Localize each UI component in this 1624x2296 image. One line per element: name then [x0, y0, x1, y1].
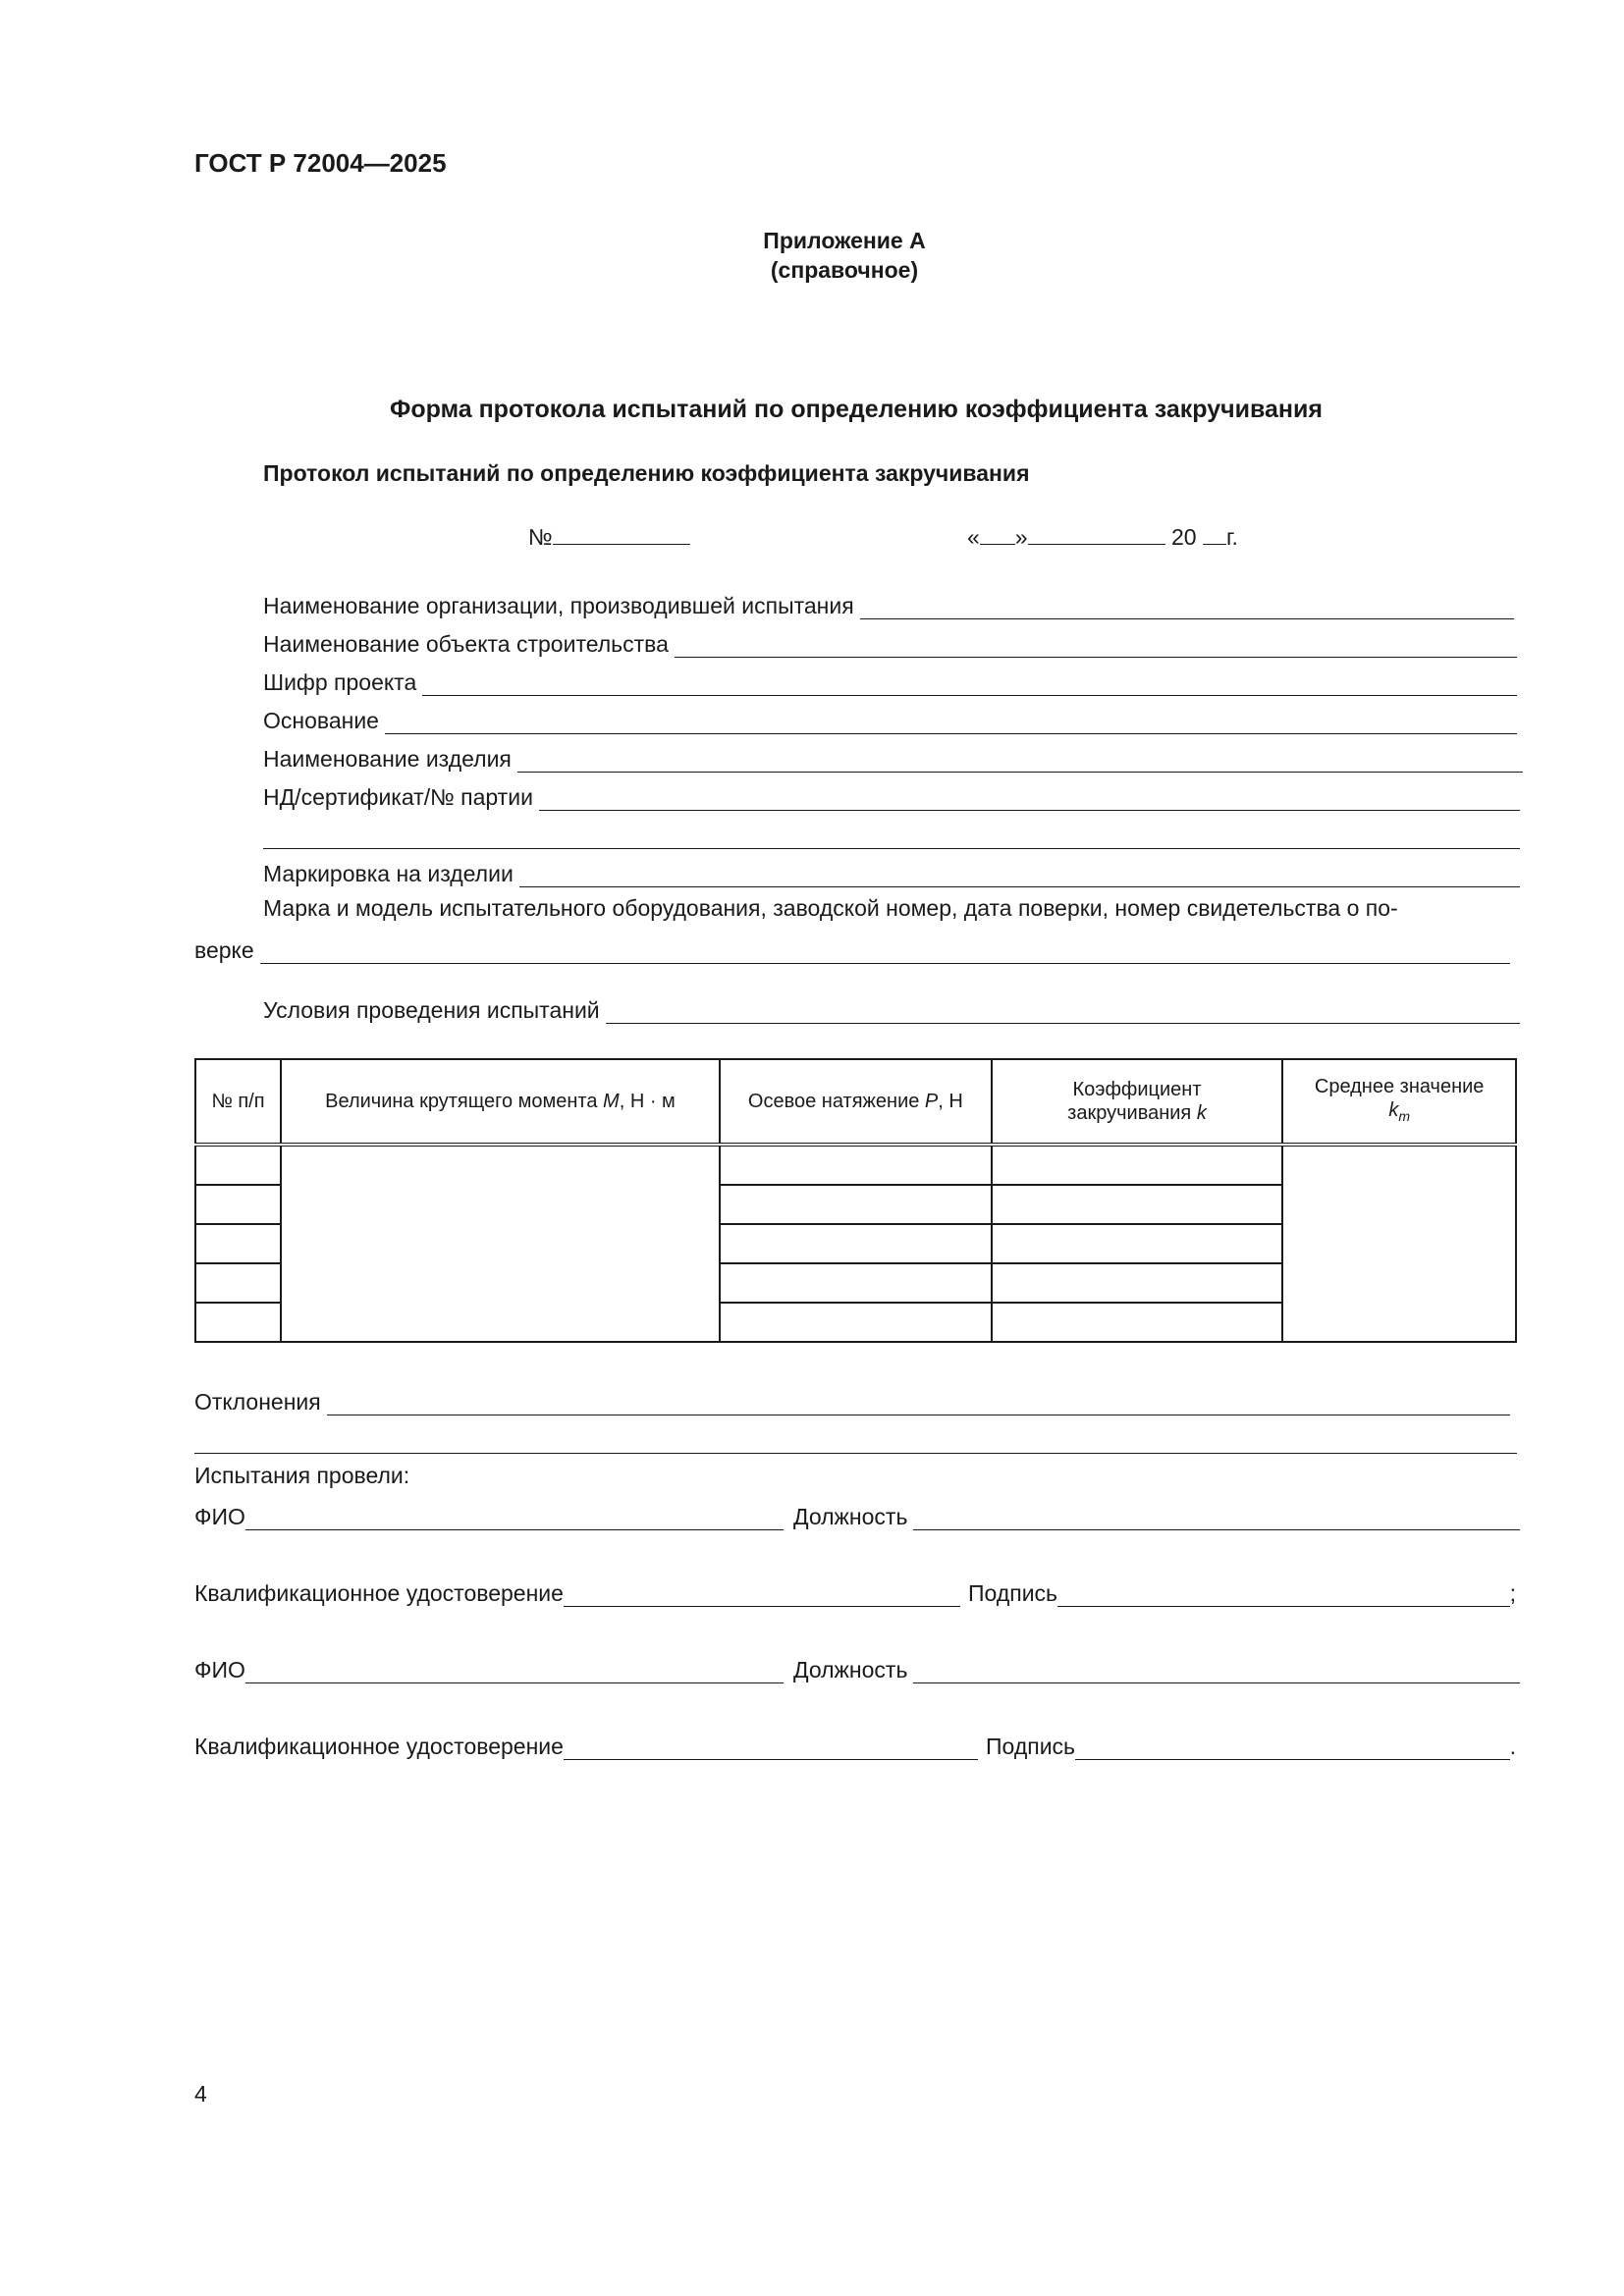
cell-average[interactable]: [1282, 1145, 1516, 1342]
cell-tension[interactable]: [720, 1224, 992, 1263]
position-1-field: [793, 1501, 1520, 1530]
col-header-average: [1282, 1059, 1516, 1145]
fio-2-input[interactable]: [245, 1659, 784, 1683]
cell-torque[interactable]: [281, 1145, 720, 1342]
qualification-1-field: [194, 1577, 960, 1607]
cell-number[interactable]: [195, 1263, 281, 1303]
average-header-var: k: [1388, 1099, 1399, 1121]
average-header-subscript: m: [1398, 1108, 1410, 1124]
fio-1-input[interactable]: [245, 1506, 784, 1530]
nd-input-continued[interactable]: [263, 825, 1520, 849]
equipment-field: [194, 934, 1510, 964]
nd-input[interactable]: [539, 786, 1520, 811]
results-table: [194, 1058, 1517, 1343]
number-label: №: [528, 524, 553, 550]
cipher-label: Шифр проекта: [263, 669, 417, 695]
protocol-number: [528, 522, 690, 551]
table-row: [195, 1145, 1516, 1185]
basis-field: [263, 705, 1517, 734]
torque-header-unit: , Н · м: [619, 1091, 676, 1112]
conducted-label: Испытания провели:: [194, 1463, 410, 1488]
year-suffix: г.: [1225, 524, 1238, 550]
qualification-2-label: Квалификационное удостоверение: [194, 1734, 564, 1759]
coefficient-header-var: k: [1196, 1102, 1207, 1124]
tension-header-text: Осевое натяжение: [747, 1091, 925, 1112]
day-field[interactable]: [980, 522, 1015, 545]
cipher-field: [263, 667, 1517, 696]
nd-continuation: [263, 820, 1520, 849]
equipment-label-continued: верке: [194, 937, 254, 963]
cell-number[interactable]: [195, 1185, 281, 1224]
signature-2-input[interactable]: [1075, 1735, 1510, 1760]
page-number: 4: [194, 2081, 207, 2107]
org-label: Наименование организации, производившей испытания: [263, 593, 854, 618]
signature-1-field: [968, 1577, 1516, 1607]
cell-coefficient[interactable]: [992, 1185, 1283, 1224]
protocol-title: Протокол испытаний по определению коэффициента закручивания: [263, 460, 1030, 486]
cell-number[interactable]: [195, 1224, 281, 1263]
year-prefix: 20: [1170, 524, 1197, 550]
nd-label: НД/сертификат/№ партии: [263, 784, 533, 810]
product-field: [263, 743, 1523, 773]
org-input[interactable]: [860, 595, 1514, 619]
col-header-number: № п/п: [195, 1059, 281, 1145]
marking-label: Маркировка на изделии: [263, 861, 514, 886]
cell-coefficient[interactable]: [992, 1303, 1283, 1342]
col-header-torque: [281, 1059, 720, 1145]
cell-tension[interactable]: [720, 1145, 992, 1185]
average-header-text: Среднее значение: [1314, 1076, 1485, 1097]
protocol-date: [967, 522, 1238, 551]
torque-header-var: M: [603, 1091, 620, 1112]
position-2-input[interactable]: [913, 1659, 1520, 1683]
signature-1-input[interactable]: [1057, 1582, 1510, 1607]
month-field[interactable]: [1028, 522, 1165, 545]
nd-field: [263, 781, 1520, 811]
signature-1-end: ;: [1509, 1580, 1516, 1606]
torque-header-text: Величина крутящего момента: [325, 1091, 604, 1112]
cipher-input[interactable]: [422, 671, 1517, 696]
fio-1-field: [194, 1501, 784, 1530]
deviations-label: Отклонения: [194, 1389, 321, 1415]
fio-2-label: ФИО: [194, 1657, 245, 1682]
cell-tension[interactable]: [720, 1263, 992, 1303]
position-1-label: Должность: [793, 1504, 908, 1529]
conditions-field: [263, 994, 1520, 1024]
date-open-quote: «: [967, 524, 980, 550]
col-header-tension: [720, 1059, 992, 1145]
col-header-coefficient: [992, 1059, 1283, 1145]
tension-header-var: P: [924, 1091, 939, 1112]
qualification-2-input[interactable]: [564, 1735, 978, 1760]
appendix-title: Приложение А: [763, 228, 926, 253]
deviations-field: [194, 1386, 1510, 1415]
appendix-type: (справочное): [770, 257, 919, 283]
marking-field: [263, 858, 1520, 887]
marking-input[interactable]: [519, 863, 1520, 887]
cell-coefficient[interactable]: [992, 1224, 1283, 1263]
deviations-continuation: [194, 1424, 1517, 1454]
position-2-label: Должность: [793, 1657, 908, 1682]
cell-tension[interactable]: [720, 1303, 992, 1342]
conditions-label: Условия проведения испытаний: [263, 997, 600, 1023]
tension-header-unit: , Н: [938, 1091, 963, 1112]
cell-number[interactable]: [195, 1145, 281, 1185]
object-label: Наименование объекта строительства: [263, 631, 669, 657]
year-field[interactable]: [1203, 522, 1226, 545]
cell-tension[interactable]: [720, 1185, 992, 1224]
date-close-quote: »: [1014, 524, 1028, 550]
product-input[interactable]: [517, 748, 1523, 773]
fio-1-label: ФИО: [194, 1504, 245, 1529]
basis-label: Основание: [263, 708, 379, 733]
coefficient-header-line1: Коэффициент: [1072, 1079, 1202, 1100]
cell-coefficient[interactable]: [992, 1263, 1283, 1303]
equipment-label: Марка и модель испытательного оборудования, заводской номер, дата поверки, номер свидетельства о по-: [263, 895, 1398, 921]
signature-1-label: Подпись: [968, 1580, 1058, 1606]
object-input[interactable]: [675, 633, 1517, 658]
qualification-1-input[interactable]: [564, 1582, 960, 1607]
standard-number: ГОСТ Р 72004—2025: [194, 148, 447, 178]
cell-number[interactable]: [195, 1303, 281, 1342]
object-field: [263, 628, 1517, 658]
fio-2-field: [194, 1654, 784, 1683]
qualification-1-label: Квалификационное удостоверение: [194, 1580, 564, 1606]
deviations-input-continued[interactable]: [194, 1429, 1517, 1454]
position-2-field: [793, 1654, 1520, 1683]
form-title: Форма протокола испытаний по определению коэффициента закручивания: [390, 396, 1323, 423]
deviations-input[interactable]: [327, 1391, 1510, 1415]
cell-coefficient[interactable]: [992, 1145, 1283, 1185]
coefficient-header-line2: закручивания: [1067, 1102, 1197, 1124]
product-label: Наименование изделия: [263, 746, 512, 772]
qualification-2-field: [194, 1731, 978, 1760]
signature-2-end: .: [1509, 1734, 1516, 1759]
equipment-input[interactable]: [260, 939, 1510, 964]
position-1-input[interactable]: [913, 1506, 1520, 1530]
signature-2-field: [986, 1731, 1516, 1760]
number-field[interactable]: [553, 522, 690, 545]
org-field: [263, 590, 1514, 619]
basis-input[interactable]: [385, 710, 1517, 734]
conditions-input[interactable]: [606, 999, 1520, 1024]
signature-2-label: Подпись: [986, 1734, 1076, 1759]
